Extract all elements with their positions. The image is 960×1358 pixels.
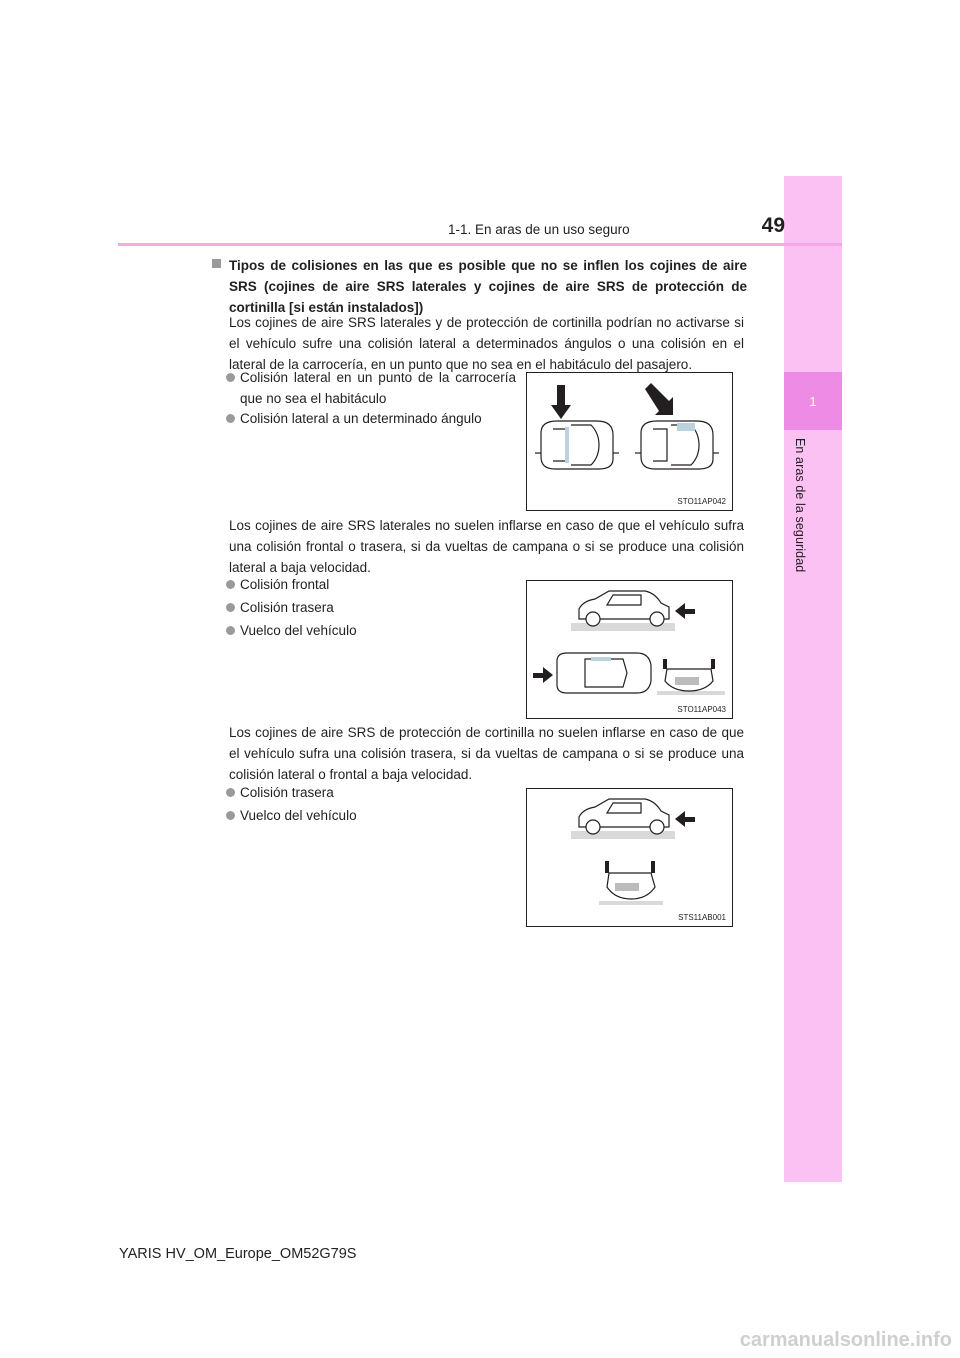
list-item-text: Colisión lateral en un punto de la carrocería que no sea el habitáculo	[240, 370, 516, 406]
list-item-text: Colisión frontal	[240, 577, 330, 592]
header-divider	[118, 243, 842, 246]
rear-rollover-illustration	[527, 789, 732, 926]
bullet-icon	[226, 414, 235, 423]
section-heading	[212, 255, 747, 318]
impact-arrow-icon	[675, 603, 695, 619]
list-item	[226, 805, 516, 826]
list-item	[226, 574, 516, 595]
watermark: carmanualsonline.info	[739, 1329, 952, 1351]
list-item	[226, 597, 516, 618]
figure-code: STS11AB001	[678, 913, 726, 922]
impact-arrow-icon	[551, 385, 571, 419]
side-collision-illustration	[527, 373, 732, 510]
page-number: 49	[761, 214, 785, 237]
bullet-icon	[226, 373, 235, 382]
impact-arrow-icon	[533, 667, 553, 683]
chapter-label: En aras de la seguridad	[793, 438, 807, 573]
car-top-view-icon	[557, 653, 651, 693]
car-rollover-icon	[657, 659, 725, 695]
bullet-icon	[226, 603, 235, 612]
list-item-text: Vuelco del vehículo	[240, 808, 357, 823]
side-strip	[784, 176, 842, 1182]
heading-text: Tipos de colisiones en las que es posible que no se inflen los cojines de aire SRS (cojines de aire SRS laterales y cojines de aire SRS de protección de cortinilla [si están instalados])	[229, 258, 747, 315]
bullet-icon	[226, 811, 235, 820]
figure-code: STO11AP042	[677, 497, 726, 506]
figure-code: STO11AP043	[677, 705, 726, 714]
list-item	[226, 782, 516, 803]
impact-arrow-icon	[645, 383, 673, 415]
car-side-view-icon	[571, 799, 675, 839]
section-title: 1-1. En aras de un uso seguro	[448, 222, 630, 237]
list-item-text: Colisión trasera	[240, 785, 334, 800]
bullet-icon	[226, 580, 235, 589]
figure-rear-rollover	[526, 788, 733, 927]
paragraph-3: Los cojines de aire SRS de protección de cortinilla no suelen inflarse en caso de que el vehículo sufra una colisión trasera, si da vueltas de campana o si se produce una colisión lateral o frontal a baja velocidad.	[229, 725, 744, 782]
impact-arrow-icon	[675, 811, 695, 827]
car-top-view-icon	[535, 421, 619, 469]
document-footer: YARIS HV_OM_Europe_OM52G79S	[119, 1246, 357, 1262]
list-item-text: Colisión lateral a un determinado ángulo	[240, 411, 482, 426]
bullet-icon	[226, 626, 235, 635]
car-side-view-icon	[571, 591, 675, 631]
front-rear-rollover-illustration	[527, 581, 732, 718]
car-top-view-icon	[635, 421, 719, 469]
car-rollover-icon	[599, 861, 663, 905]
figure-side-collision	[526, 372, 733, 511]
list-item	[226, 408, 516, 429]
square-bullet-icon	[212, 259, 221, 268]
list-item-text: Colisión trasera	[240, 600, 334, 615]
list-item	[226, 620, 516, 641]
list-item	[226, 367, 516, 409]
paragraph-1: Los cojines de aire SRS laterales y de protección de cortinilla podrían no activarse si el vehículo sufre una colisión lateral a determinados ángulos o una colisión en el lateral de la carrocería, en un punto que no sea en el habitáculo del pasajero.	[229, 315, 744, 372]
paragraph-2: Los cojines de aire SRS laterales no suelen inflarse en caso de que el vehículo sufra una colisión frontal o trasera, si da vueltas de campana o si se produce una colisión lateral a baja velocidad.	[229, 518, 744, 575]
chapter-number: 1	[809, 393, 817, 409]
list-item-text: Vuelco del vehículo	[240, 623, 357, 638]
figure-front-rear-rollover	[526, 580, 733, 719]
bullet-icon	[226, 788, 235, 797]
